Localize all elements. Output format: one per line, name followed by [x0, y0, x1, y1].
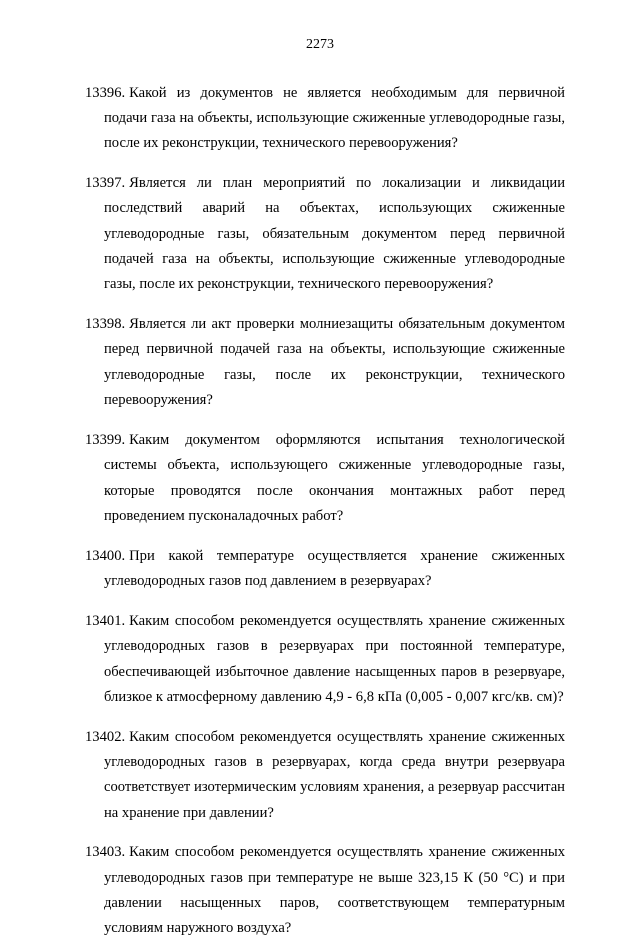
question-text: Является ли акт проверки молниезащиты обязательным документом перед первичной подачей газа на объекты, использующие сжиженные углеводородные газы, после их реконструкции, технического перевооружения? — [104, 316, 565, 409]
page-number: 2273 — [306, 37, 334, 52]
question-number: 13401. — [85, 612, 126, 629]
question-item — [85, 312, 565, 413]
question-list — [85, 66, 565, 942]
question-number: 13400. — [85, 547, 126, 564]
question-item — [85, 840, 565, 941]
question-item — [85, 428, 565, 529]
question-number: 13398. — [85, 316, 126, 333]
question-text: Каким способом рекомендуется осуществлять хранение сжиженных углеводородных газов в резервуарах, когда среда внутри резервуара соответствует изотермическим условиям хранения, а резервуар рассчитан на хранение при давлении? — [104, 728, 565, 821]
question-text: Является ли план мероприятий по локализации и ликвидации последствий аварий на объектах, использующих сжиженные углеводородные газы, обязательным документом перед первичной подачей газа на объекты, использующие сжиженные углеводородные газы, после их реконструкции, технического перевооружения? — [104, 175, 565, 293]
question-item — [85, 171, 565, 297]
question-number: 13403. — [85, 844, 126, 861]
question-text: Каким способом рекомендуется осуществлять хранение сжиженных углеводородных газов в резервуарах при постоянной температуре, обеспечивающей избыточное давление насыщенных паров в резервуаре, близкое к атмосферному давлению 4,9 - 6,8 кПа (0,005 - 0,007 кгс/кв. см)? — [104, 612, 565, 705]
question-text: Каким документом оформляются испытания технологической системы объекта, использующего сжиженные углеводородные газы, которые проводятся после окончания монтажных работ перед проведением пусконаладочных работ? — [104, 431, 565, 524]
question-text: Какой из документов не является необходимым для первичной подачи газа на объекты, использующие сжиженные углеводородные газы, после их реконструкции, технического перевооружения? — [104, 84, 565, 152]
question-number: 13396. — [85, 84, 126, 101]
question-number: 13399. — [85, 431, 126, 448]
question-item — [85, 81, 565, 157]
question-item — [85, 544, 565, 595]
question-item — [85, 725, 565, 826]
question-item — [85, 609, 565, 710]
question-number: 13402. — [85, 728, 126, 745]
question-text: При какой температуре осуществляется хранение сжиженных углеводородных газов под давлением в резервуарах? — [104, 547, 565, 590]
question-number: 13397. — [85, 175, 126, 192]
question-text: Каким способом рекомендуется осуществлять хранение сжиженных углеводородных газов при температуре не выше 323,15 К (50 °С) и при давлении насыщенных паров, соответствующем температурным условиям наружного воздуха? — [104, 844, 565, 937]
